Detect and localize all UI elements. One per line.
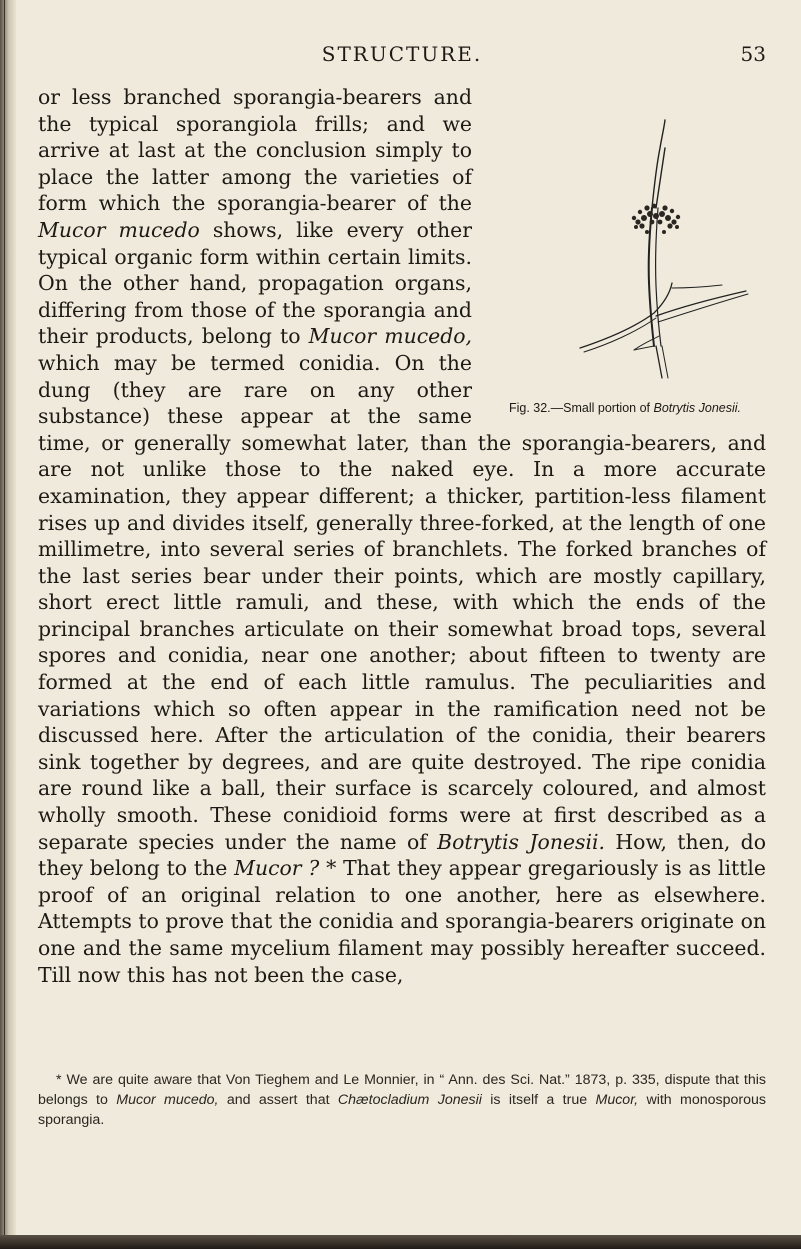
binding-edge: [4, 0, 5, 1249]
species-name: Mucor mucedo,: [308, 324, 473, 349]
page-bottom-edge: [0, 1235, 801, 1249]
text-run: How, then, do they belong to the: [38, 829, 766, 881]
species-name: Mucor mucedo: [38, 217, 200, 242]
page-number: 53: [740, 42, 766, 66]
running-head: STRUCTURE.: [321, 42, 483, 66]
botrytis-illustration: [484, 88, 766, 388]
text-run: shows, like every other typical organic form within certain limits. On the other hand, propagation organs, differing from those of the sporangia and their products, belong to: [38, 217, 472, 349]
species-name: Mucor mucedo,: [116, 1092, 219, 1108]
figure-botrytis: [484, 88, 766, 416]
text-run: with monosporous sporangia.: [38, 1092, 767, 1128]
text-run: * That they appear gregariously is as little proof of an original relation to one another, here as elsewhere. Attempts to prove that the conidia and sporangia-bearers originate on one and the same mycelium filament may possibly hereafter succeed. Till now this has not been the case,: [38, 856, 766, 987]
text-run: and assert that: [218, 1092, 338, 1108]
figure-caption: [484, 401, 766, 416]
text-run: * We are quite aware that Von Tieghem and Le Monnier, in “ Ann. des Sci. Nat.” 1873, p. 335, dispute that this belongs to: [38, 1072, 766, 1108]
species-name: Chætocladium Jonesii: [337, 1092, 482, 1108]
footnote-text: [38, 1070, 766, 1130]
species-name: Botrytis Jonesii.: [437, 829, 606, 854]
page-gutter-shadow: [0, 0, 16, 1249]
caption-text: Fig. 32.—Small portion of: [508, 401, 654, 415]
species-name: Mucor ?: [234, 856, 320, 881]
text-run: or less branched sporangia-bearers and the typical sporangiola frills; and we arrive at last at the conclusion simply to place the latter among the varieties of form which the sporangia-bearer of the: [38, 85, 472, 216]
caption-species: Botrytis Jonesii.: [653, 401, 742, 415]
footnote: [38, 1070, 766, 1130]
text-run: is itself a true: [481, 1092, 596, 1108]
page-header: [38, 42, 766, 70]
species-name: Mucor,: [595, 1092, 639, 1108]
text-run: which may be termed conidia. On the dung (they are rare on any other substance) these appear at the same time, or generally somewhat later, than the sporangia-bearers, and are not unlike those to the naked eye. In a more accurate examination, they appear different; a thicker, partition-less filament rises up and divides itself, generally three-forked, at the length of one millimetre, into several series of branchlets. The forked branches of the last series bear under their points, which are mostly capillary, short erect little ramuli, and these, with which the ends of the principal branches articulate on their somewhat broad tops, several spores and conidia, near one another; about fifteen to twenty are formed at the end of each little ramulus. The peculiarities and variations which so often appear in the ramification need not be discussed here. After the articulation of the conidia, their bearers sink together by degrees, and are quite destroyed. The ripe conidia are round like a ball, their surface is scarcely coloured, and almost wholly smooth. These conidioid forms were at first described as a separate species under the name of: [38, 350, 766, 854]
main-text: [38, 84, 766, 988]
